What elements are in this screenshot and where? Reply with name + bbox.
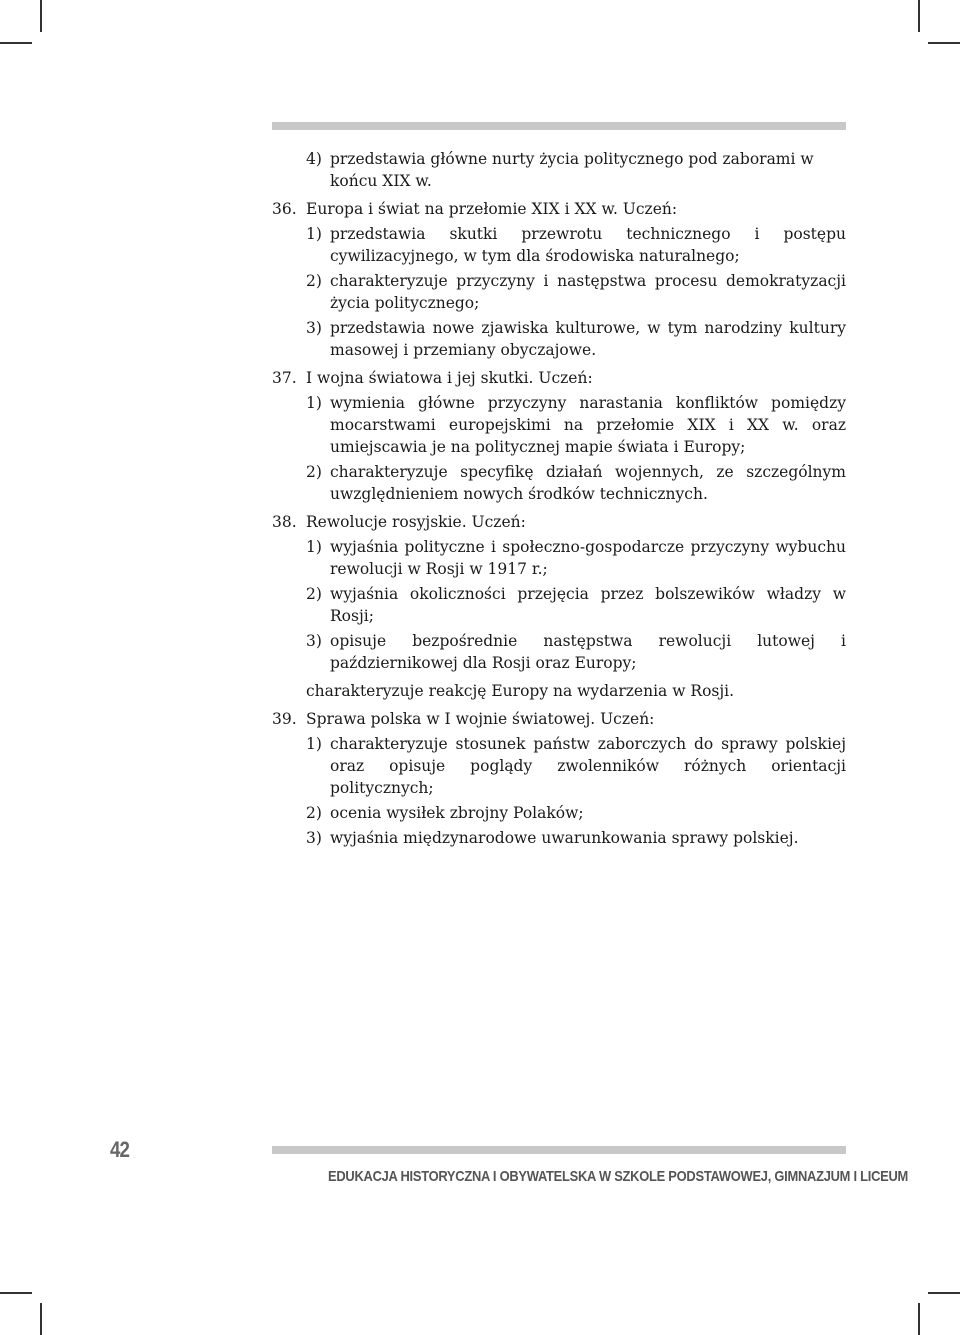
footer-rule [272, 1146, 846, 1154]
item-text: ocenia wysiłek zbrojny Polaków; [330, 804, 584, 822]
section-number: 37. [272, 369, 297, 387]
section-37 [272, 367, 846, 505]
item-number: 1) [306, 225, 322, 243]
item-text: charakteryzuje przyczyny i następstwa procesu demokratyzacji życia politycznego; [330, 272, 846, 312]
crop-mark [918, 1303, 920, 1335]
section-number: 38. [272, 513, 297, 531]
item-number: 2) [306, 585, 322, 603]
item-text: opisuje bezpośrednie następstwa rewolucji lutowej i październikowej dla Rosji oraz Europy; [330, 632, 846, 672]
list-item [306, 461, 846, 505]
page-number: 42 [110, 1137, 130, 1162]
header-rule [272, 122, 846, 130]
section-title: Sprawa polska w I wojnie światowej. Uczeń: [306, 710, 655, 728]
section-title: Rewolucje rosyjskie. Uczeń: [306, 513, 526, 531]
list-item [306, 733, 846, 799]
item-text: wymienia główne przyczyny narastania konfliktów pomiędzy mocarstwami europejskimi na przełomie XIX i XX w. oraz umiejscawia je na politycznej mapie świata i Europy; [330, 394, 846, 456]
item-number: 2) [306, 804, 322, 822]
section-number: 39. [272, 710, 297, 728]
section-title: I wojna światowa i jej skutki. Uczeń: [306, 369, 593, 387]
item-text: charakteryzuje specyfikę działań wojennych, ze szczególnym uwzględnieniem nowych środków technicznych. [330, 463, 846, 503]
item-text: przedstawia główne nurty życia politycznego pod zaborami w końcu XIX w. [330, 150, 814, 190]
section-note: charakteryzuje reakcję Europy na wydarzenia w Rosji. [306, 682, 735, 700]
item-number: 1) [306, 394, 322, 412]
crop-mark [928, 1292, 960, 1294]
item-text: wyjaśnia międzynarodowe uwarunkowania sprawy polskiej. [330, 829, 799, 847]
list-item [272, 148, 846, 192]
list-item [306, 583, 846, 627]
section-38 [272, 511, 846, 702]
list-item [306, 392, 846, 458]
curriculum-content [272, 148, 846, 849]
item-number: 3) [306, 632, 322, 650]
item-number: 2) [306, 463, 322, 481]
list-item [306, 223, 846, 267]
section-title: Europa i świat na przełomie XIX i XX w. Uczeń: [306, 200, 678, 218]
list-item [306, 630, 846, 674]
section-39 [272, 708, 846, 849]
item-text: charakteryzuje stosunek państw zaborczych do sprawy polskiej oraz opisuje poglądy zwolenników różnych orientacji politycznych; [330, 735, 846, 797]
crop-mark [40, 0, 42, 32]
section-number: 36. [272, 200, 297, 218]
crop-mark [928, 42, 960, 44]
item-text: przedstawia nowe zjawiska kulturowe, w tym narodziny kultury masowej i przemiany obyczajowe. [330, 319, 846, 359]
list-item [306, 317, 846, 361]
list-item [306, 270, 846, 314]
crop-mark [0, 1292, 32, 1294]
item-number: 1) [306, 735, 322, 753]
item-text: wyjaśnia polityczne i społeczno-gospodarcze przyczyny wybuchu rewolucji w Rosji w 1917 r.; [330, 538, 846, 578]
item-number: 2) [306, 272, 322, 290]
crop-mark [40, 1303, 42, 1335]
item-number: 3) [306, 319, 322, 337]
section-36 [272, 198, 846, 361]
list-item [306, 536, 846, 580]
publication-title: EDUKACJA HISTORYCZNA I OBYWATELSKA W SZKOLE PODSTAWOWEJ, GIMNAZJUM I LICEUM [328, 1168, 909, 1185]
item-text: wyjaśnia okoliczności przejęcia przez bolszewików władzy w Rosji; [330, 585, 846, 625]
item-number: 3) [306, 829, 322, 847]
crop-mark [0, 42, 32, 44]
crop-mark [918, 0, 920, 32]
item-text: przedstawia skutki przewrotu technicznego i postępu cywilizacyjnego, w tym dla środowiska naturalnego; [330, 225, 846, 265]
item-number: 4) [306, 150, 322, 168]
list-item [306, 802, 846, 824]
item-number: 1) [306, 538, 322, 556]
list-item [306, 827, 846, 849]
